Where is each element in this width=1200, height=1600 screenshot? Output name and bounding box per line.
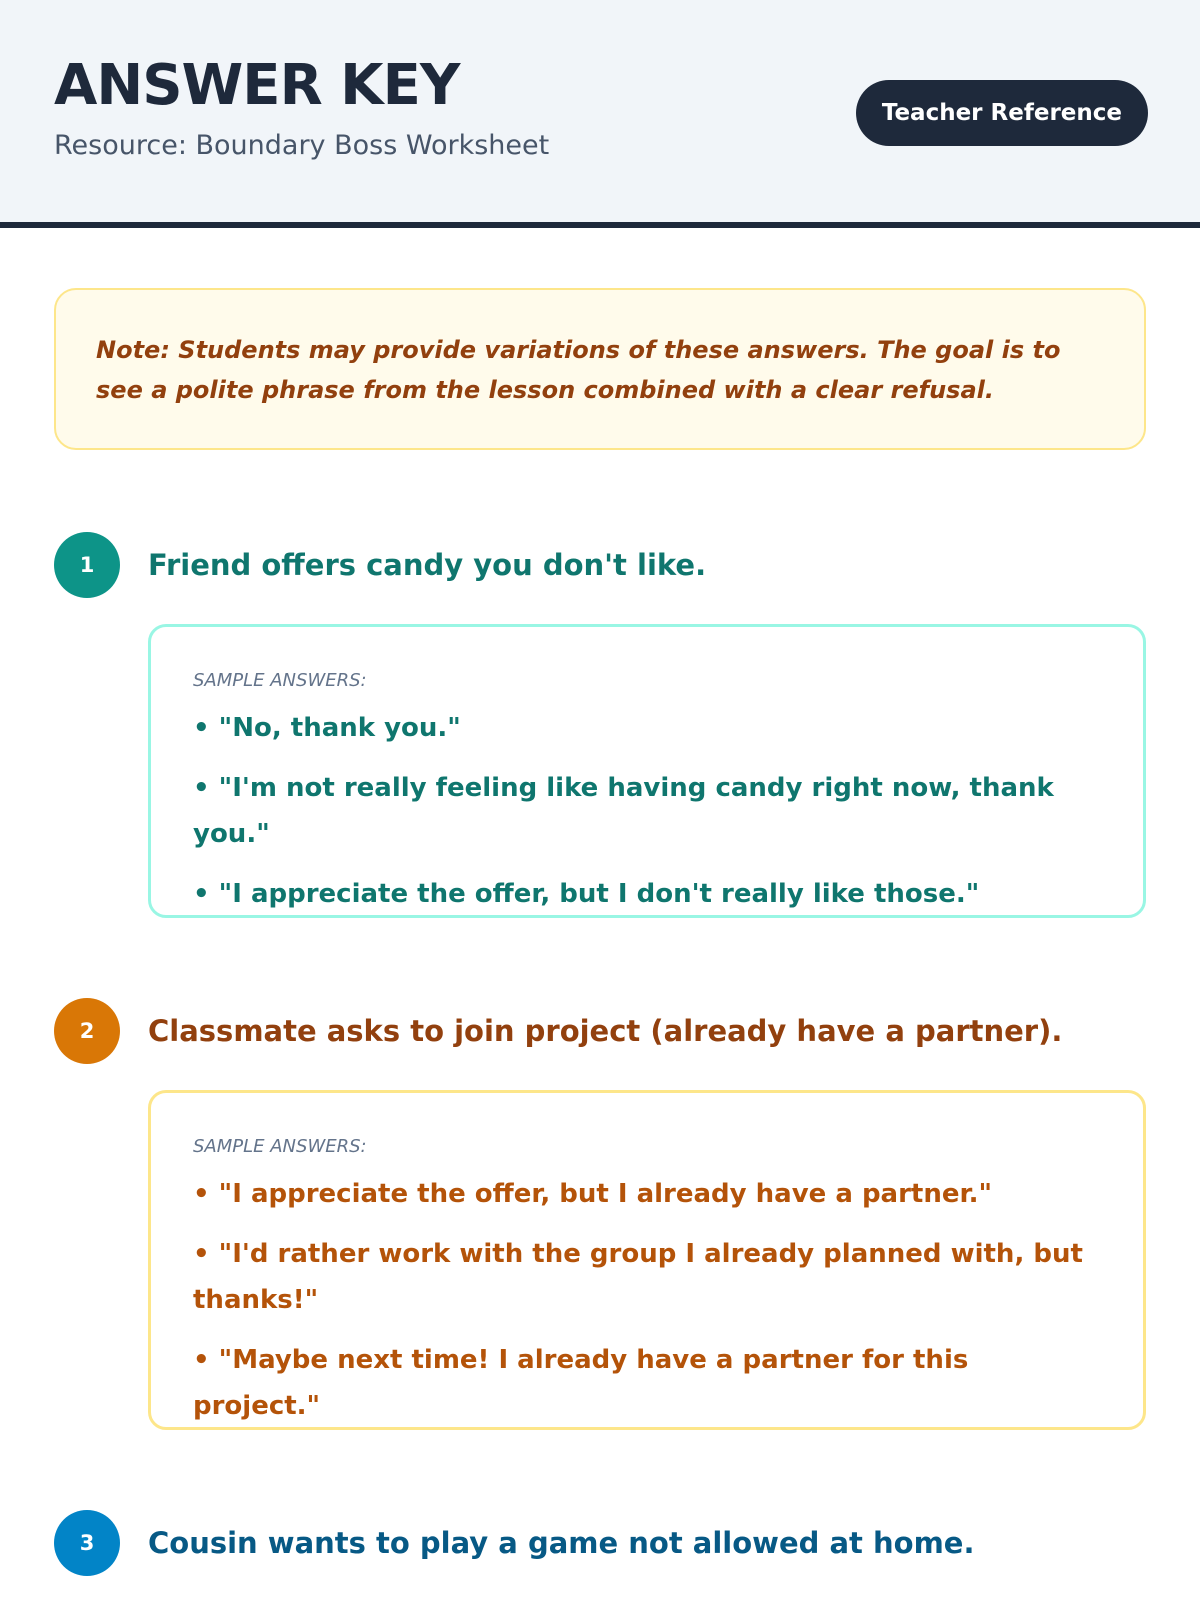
sample-answers-label: SAMPLE ANSWERS: (193, 1136, 367, 1157)
question-number-badge: 3 (54, 1510, 120, 1576)
page-header (0, 0, 1200, 228)
question-text: Friend offers candy you don't like. (148, 548, 707, 582)
sample-answer: • "Maybe next time! I already have a partner for this project." (193, 1337, 1103, 1429)
sample-answer: • "I'm not really feeling like having candy right now, thank you." (193, 765, 1103, 857)
sample-answers-label: SAMPLE ANSWERS: (193, 670, 367, 691)
sample-answer: • "I appreciate the offer, but I already have a partner." (193, 1171, 1103, 1217)
sample-answer: • "I'd rather work with the group I already planned with, but thanks!" (193, 1231, 1103, 1323)
question-text: Cousin wants to play a game not allowed at home. (148, 1526, 975, 1560)
resource-subtitle: Resource: Boundary Boss Worksheet (54, 130, 550, 161)
page-title: ANSWER KEY (54, 53, 460, 118)
sample-answer: • "No, thank you." (193, 705, 1103, 751)
question-number-badge: 1 (54, 532, 120, 598)
teacher-reference-badge: Teacher Reference (856, 80, 1148, 146)
question-number-badge: 2 (54, 998, 120, 1064)
sample-answers-box (148, 1090, 1146, 1430)
teacher-note: Note: Students may provide variations of these answers. The goal is to see a polite phrase from the lesson combined with a clear refusal. (54, 288, 1146, 450)
sample-answers-box (148, 624, 1146, 918)
sample-answer: • "I appreciate the offer, but I don't really like those." (193, 871, 1103, 917)
question-text: Classmate asks to join project (already have a partner). (148, 1014, 1063, 1048)
